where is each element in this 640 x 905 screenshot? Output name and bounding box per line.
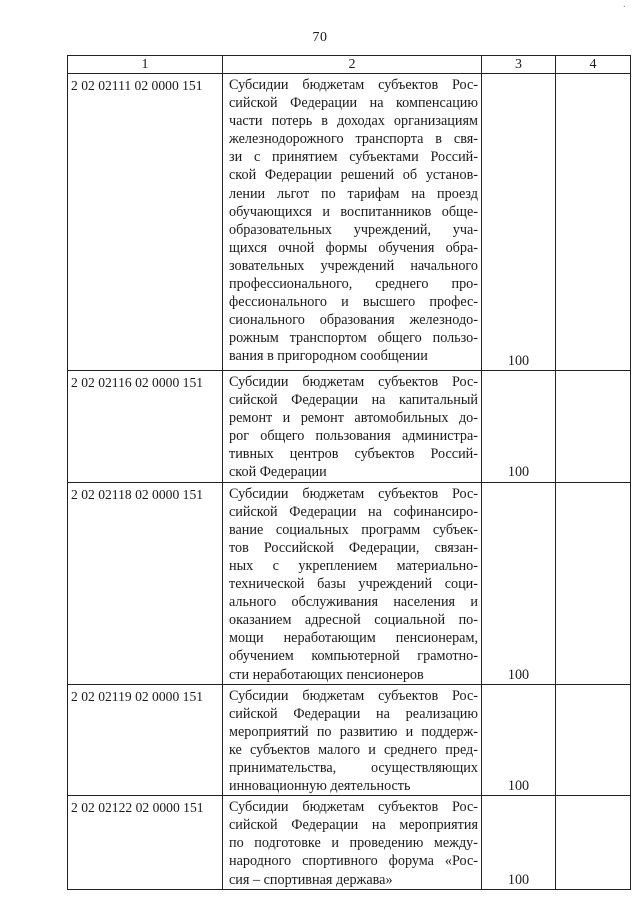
table-header-row — [68, 56, 631, 74]
description-line: зи с принятием субъектами Россий- — [229, 149, 478, 166]
description-line: оказанием адресной социальной по- — [229, 612, 478, 629]
description-line: мероприятий по развитию и поддерж- — [229, 723, 478, 740]
column-4-cell — [556, 796, 631, 889]
description-line: щихся очной формы обучения обра- — [229, 239, 478, 256]
budget-code-cell: 2 02 02116 02 0000 151 — [68, 371, 223, 483]
amount-cell: 100 — [482, 684, 556, 796]
column-header-4: 4 — [556, 56, 631, 74]
description-line: ального обслуживания населения и — [229, 594, 478, 611]
description-line: сия – спортивная держава» — [229, 871, 393, 888]
column-4-cell — [556, 74, 631, 371]
description-line: сийской Федерации на компенсацию — [229, 95, 478, 112]
description-line: Субсидии бюджетам субъектов Рос- — [229, 485, 478, 502]
description-line: Субсидии бюджетам субъектов Рос- — [229, 374, 478, 390]
description-line: фессионального и высшего профес- — [229, 294, 478, 311]
description-line: тов Российской Федерации, связан- — [229, 539, 478, 556]
description-line: Субсидии бюджетам субъектов Рос- — [229, 77, 478, 93]
description-line: сийской Федерации на реализацию — [229, 705, 478, 722]
budget-code-cell: 2 02 02111 02 0000 151 — [68, 74, 223, 371]
table-row — [68, 482, 631, 684]
corner-mark: · — [622, 2, 626, 13]
description-line: Субсидии бюджетам субъектов Рос- — [229, 799, 478, 816]
description-line: мощи неработающим пенсионерам, — [229, 630, 478, 647]
budget-code-cell: 2 02 02118 02 0000 151 — [68, 482, 223, 684]
description-cell — [223, 796, 482, 889]
description-line: принимательства, осуществляющих — [229, 759, 478, 776]
description-line: вание социальных программ субъек- — [229, 521, 478, 538]
amount-cell: 100 — [482, 796, 556, 889]
description-line: профессионального, среднего про- — [229, 276, 478, 293]
description-line: Субсидии бюджетам субъектов Рос- — [229, 687, 478, 704]
description-cell — [223, 684, 482, 796]
description-line: лении льгот по тарифам на проезд — [229, 185, 478, 202]
description-line: ке субъектов малого и среднего пред- — [229, 741, 478, 758]
description-line: ремонт и ремонт автомобильных до- — [229, 410, 478, 427]
description-cell — [223, 74, 482, 371]
description-line: тивных центров субъектов Россий- — [229, 446, 478, 463]
description-line: обучающихся и воспитанников обще- — [229, 203, 478, 220]
description-line: сийской Федерации на мероприятия — [229, 817, 478, 834]
page-number: 70 — [312, 30, 328, 45]
amount-cell: 100 — [482, 482, 556, 684]
table-row — [68, 74, 631, 371]
description-line: народного спортивного форума «Рос- — [229, 853, 478, 870]
budget-code-cell: 2 02 02119 02 0000 151 — [68, 684, 223, 796]
table-row — [68, 371, 631, 483]
description-line: обучением компьютерной грамотно- — [229, 648, 478, 665]
description-line: части потерь в доходах организациям — [229, 113, 478, 130]
description-line: рожным транспортом общего пользо- — [229, 330, 478, 347]
column-4-cell — [556, 371, 631, 483]
budget-table — [67, 55, 631, 890]
table-row — [68, 796, 631, 889]
description-line: вания в пригородном сообщении — [229, 348, 428, 365]
column-4-cell — [556, 684, 631, 796]
description-line: инновационную деятельность — [229, 778, 411, 795]
description-line: по подготовке и проведению между- — [229, 835, 478, 852]
description-cell — [223, 371, 482, 483]
description-cell — [223, 482, 482, 684]
description-line: технической базы учреждений соци- — [229, 576, 478, 593]
description-line: сти неработающих пенсионеров — [229, 666, 424, 683]
description-line: ской Федерации — [229, 464, 327, 481]
column-header-1: 1 — [68, 56, 223, 74]
description-line: железнодорожного транспорта в свя- — [229, 131, 478, 148]
description-line: образовательных учреждений, уча- — [229, 221, 478, 238]
table-row — [68, 684, 631, 796]
description-line: сийской Федерации на капитальный — [229, 392, 478, 409]
column-header-2: 2 — [223, 56, 482, 74]
column-4-cell — [556, 482, 631, 684]
description-line: ской Федерации решений об установ- — [229, 167, 478, 184]
column-header-3: 3 — [482, 56, 556, 74]
description-line: сионального образования железнодо- — [229, 312, 478, 329]
budget-code-cell: 2 02 02122 02 0000 151 — [68, 796, 223, 889]
description-line: сийской Федерации на софинансиро- — [229, 503, 478, 520]
description-line: зовательных учреждений начального — [229, 257, 478, 274]
description-line: рог общего пользования администра- — [229, 428, 478, 445]
description-line: ных с укреплением материально- — [229, 557, 478, 574]
amount-cell: 100 — [482, 371, 556, 483]
amount-cell: 100 — [482, 74, 556, 371]
